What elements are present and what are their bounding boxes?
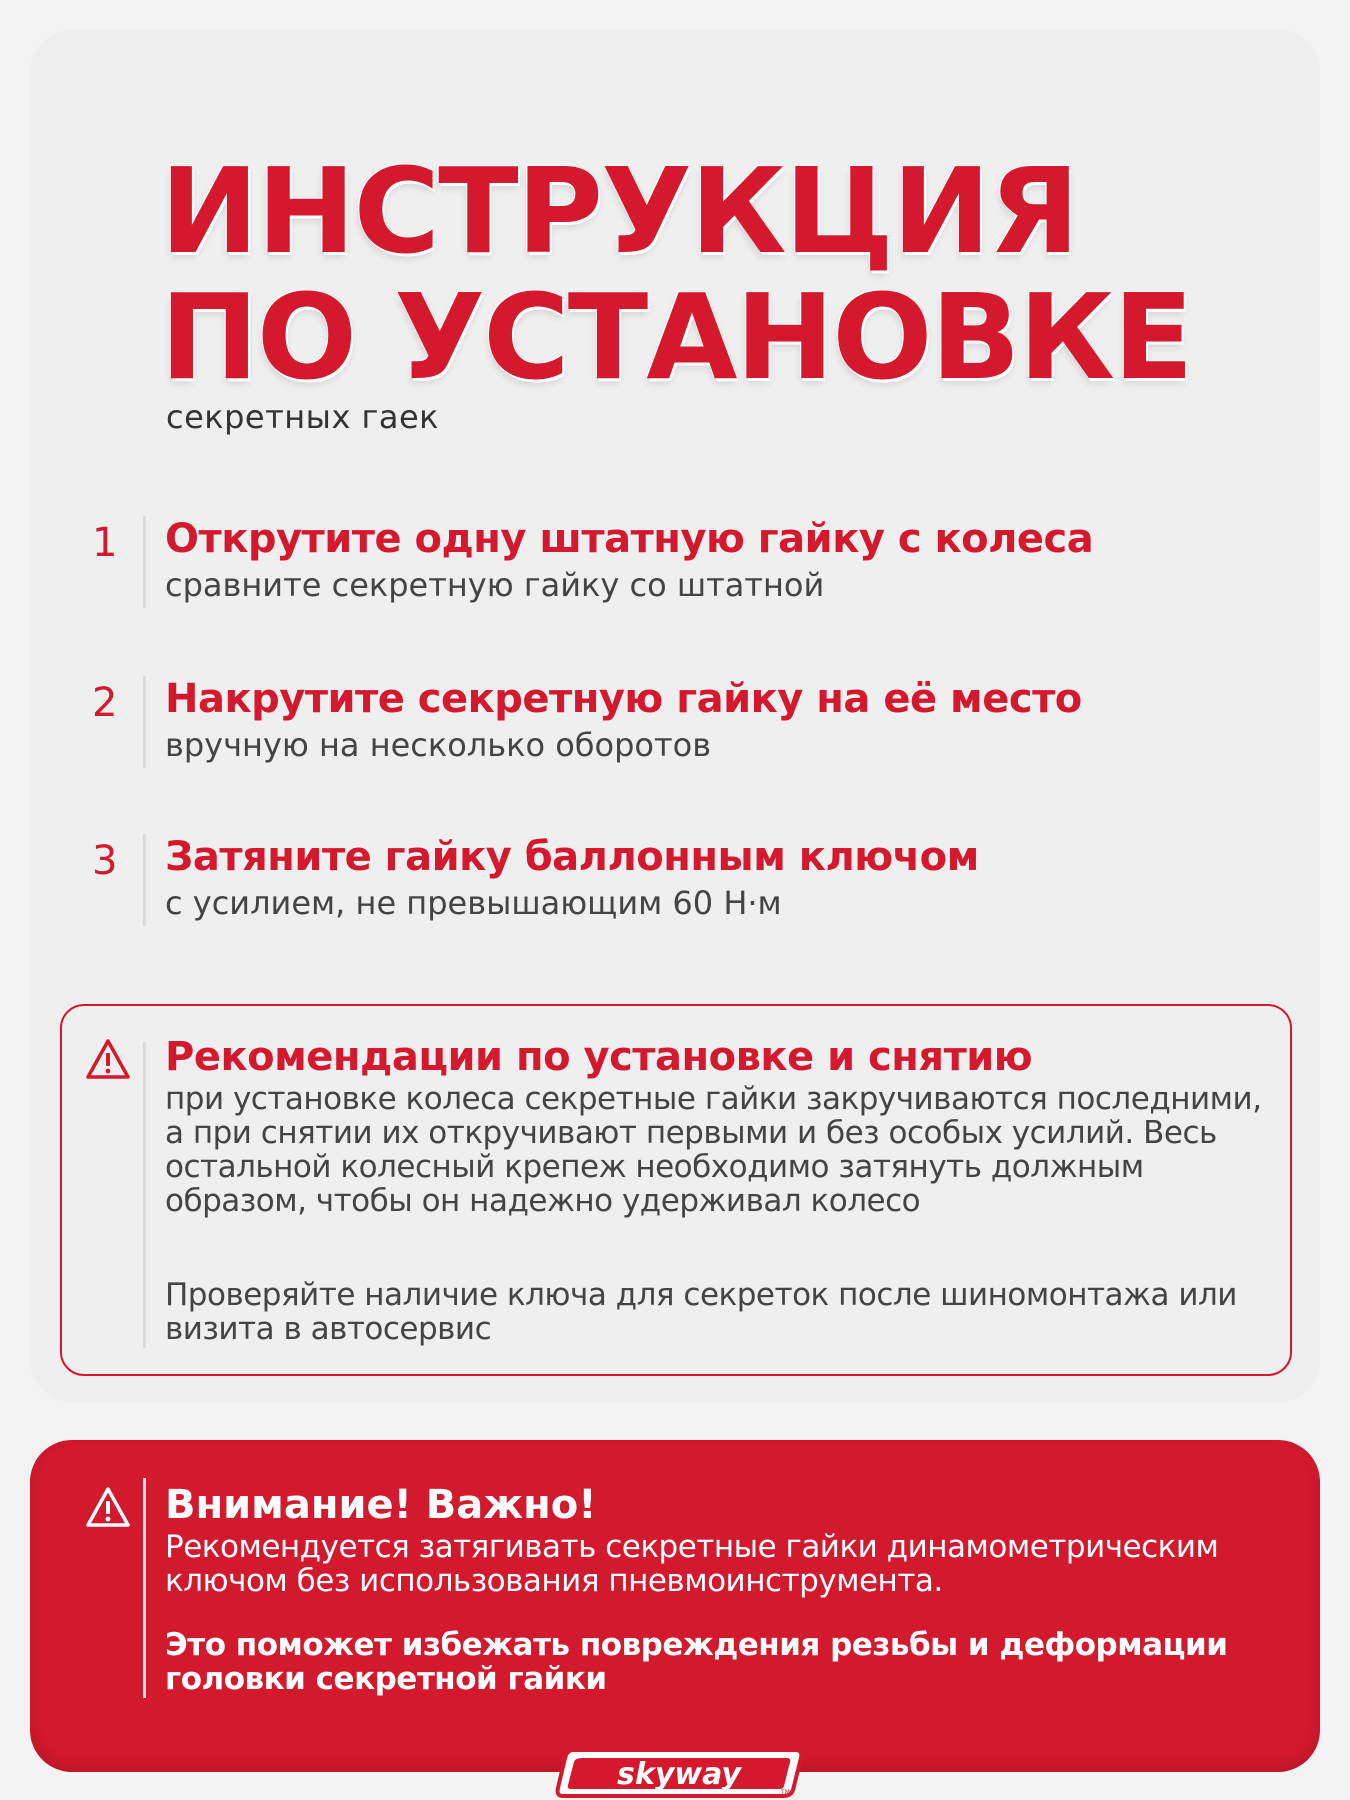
step-heading: Накрутите секретную гайку на её место — [165, 676, 1082, 722]
step-heading: Открутите одну штатную гайку с колеса — [165, 516, 1094, 562]
step-heading: Затяните гайку баллонным ключом — [165, 834, 979, 880]
warning-icon — [85, 1486, 131, 1528]
divider — [143, 834, 146, 926]
step-number: 1 — [92, 520, 118, 566]
step-number: 3 — [92, 838, 118, 884]
warning-note: Это поможет избежать повреждения резьбы и деформации головки секретной гайки — [165, 1627, 1228, 1697]
step-3 — [0, 830, 1350, 930]
trademark-mark: TM — [781, 1789, 790, 1796]
page-title — [160, 142, 1192, 406]
recommendations-title: Рекомендации по установке и снятию — [165, 1034, 1033, 1080]
recommendations-note: Проверяйте наличие ключа для секреток после шиномонтажа или визита в автосервис — [165, 1277, 1237, 1347]
page-subtitle: секретных гаек — [166, 398, 439, 436]
skyway-logo — [555, 1746, 805, 1800]
warning-text: Рекомендуется затягивать секретные гайки динамометрическим ключом без использования пневмоинструмента. — [165, 1529, 1219, 1599]
logo-text: skyway — [617, 1757, 741, 1792]
divider — [143, 676, 146, 768]
warning-title: Внимание! Важно! — [165, 1482, 597, 1528]
step-1 — [0, 512, 1350, 612]
title-line-2: ПО УСТАНОВКЕ — [160, 268, 1192, 406]
divider — [143, 516, 146, 608]
step-description: вручную на несколько оборотов — [165, 726, 712, 764]
divider — [143, 1042, 146, 1348]
step-number: 2 — [92, 680, 118, 726]
warning-icon — [85, 1038, 131, 1080]
step-2 — [0, 672, 1350, 772]
title-line-1: ИНСТРУКЦИЯ — [160, 142, 1078, 280]
recommendations-text: при установке колеса секретные гайки закручиваются последними, а при снятии их откручивают первыми и без особых усилий. Весь остальной колесный крепеж необходимо затянуть должным образом, чтобы он надежно удерживал колесо — [165, 1081, 1262, 1219]
divider — [143, 1478, 146, 1698]
step-description: с усилием, не превышающим 60 Н·м — [165, 884, 782, 922]
step-description: сравните секретную гайку со штатной — [165, 566, 825, 604]
